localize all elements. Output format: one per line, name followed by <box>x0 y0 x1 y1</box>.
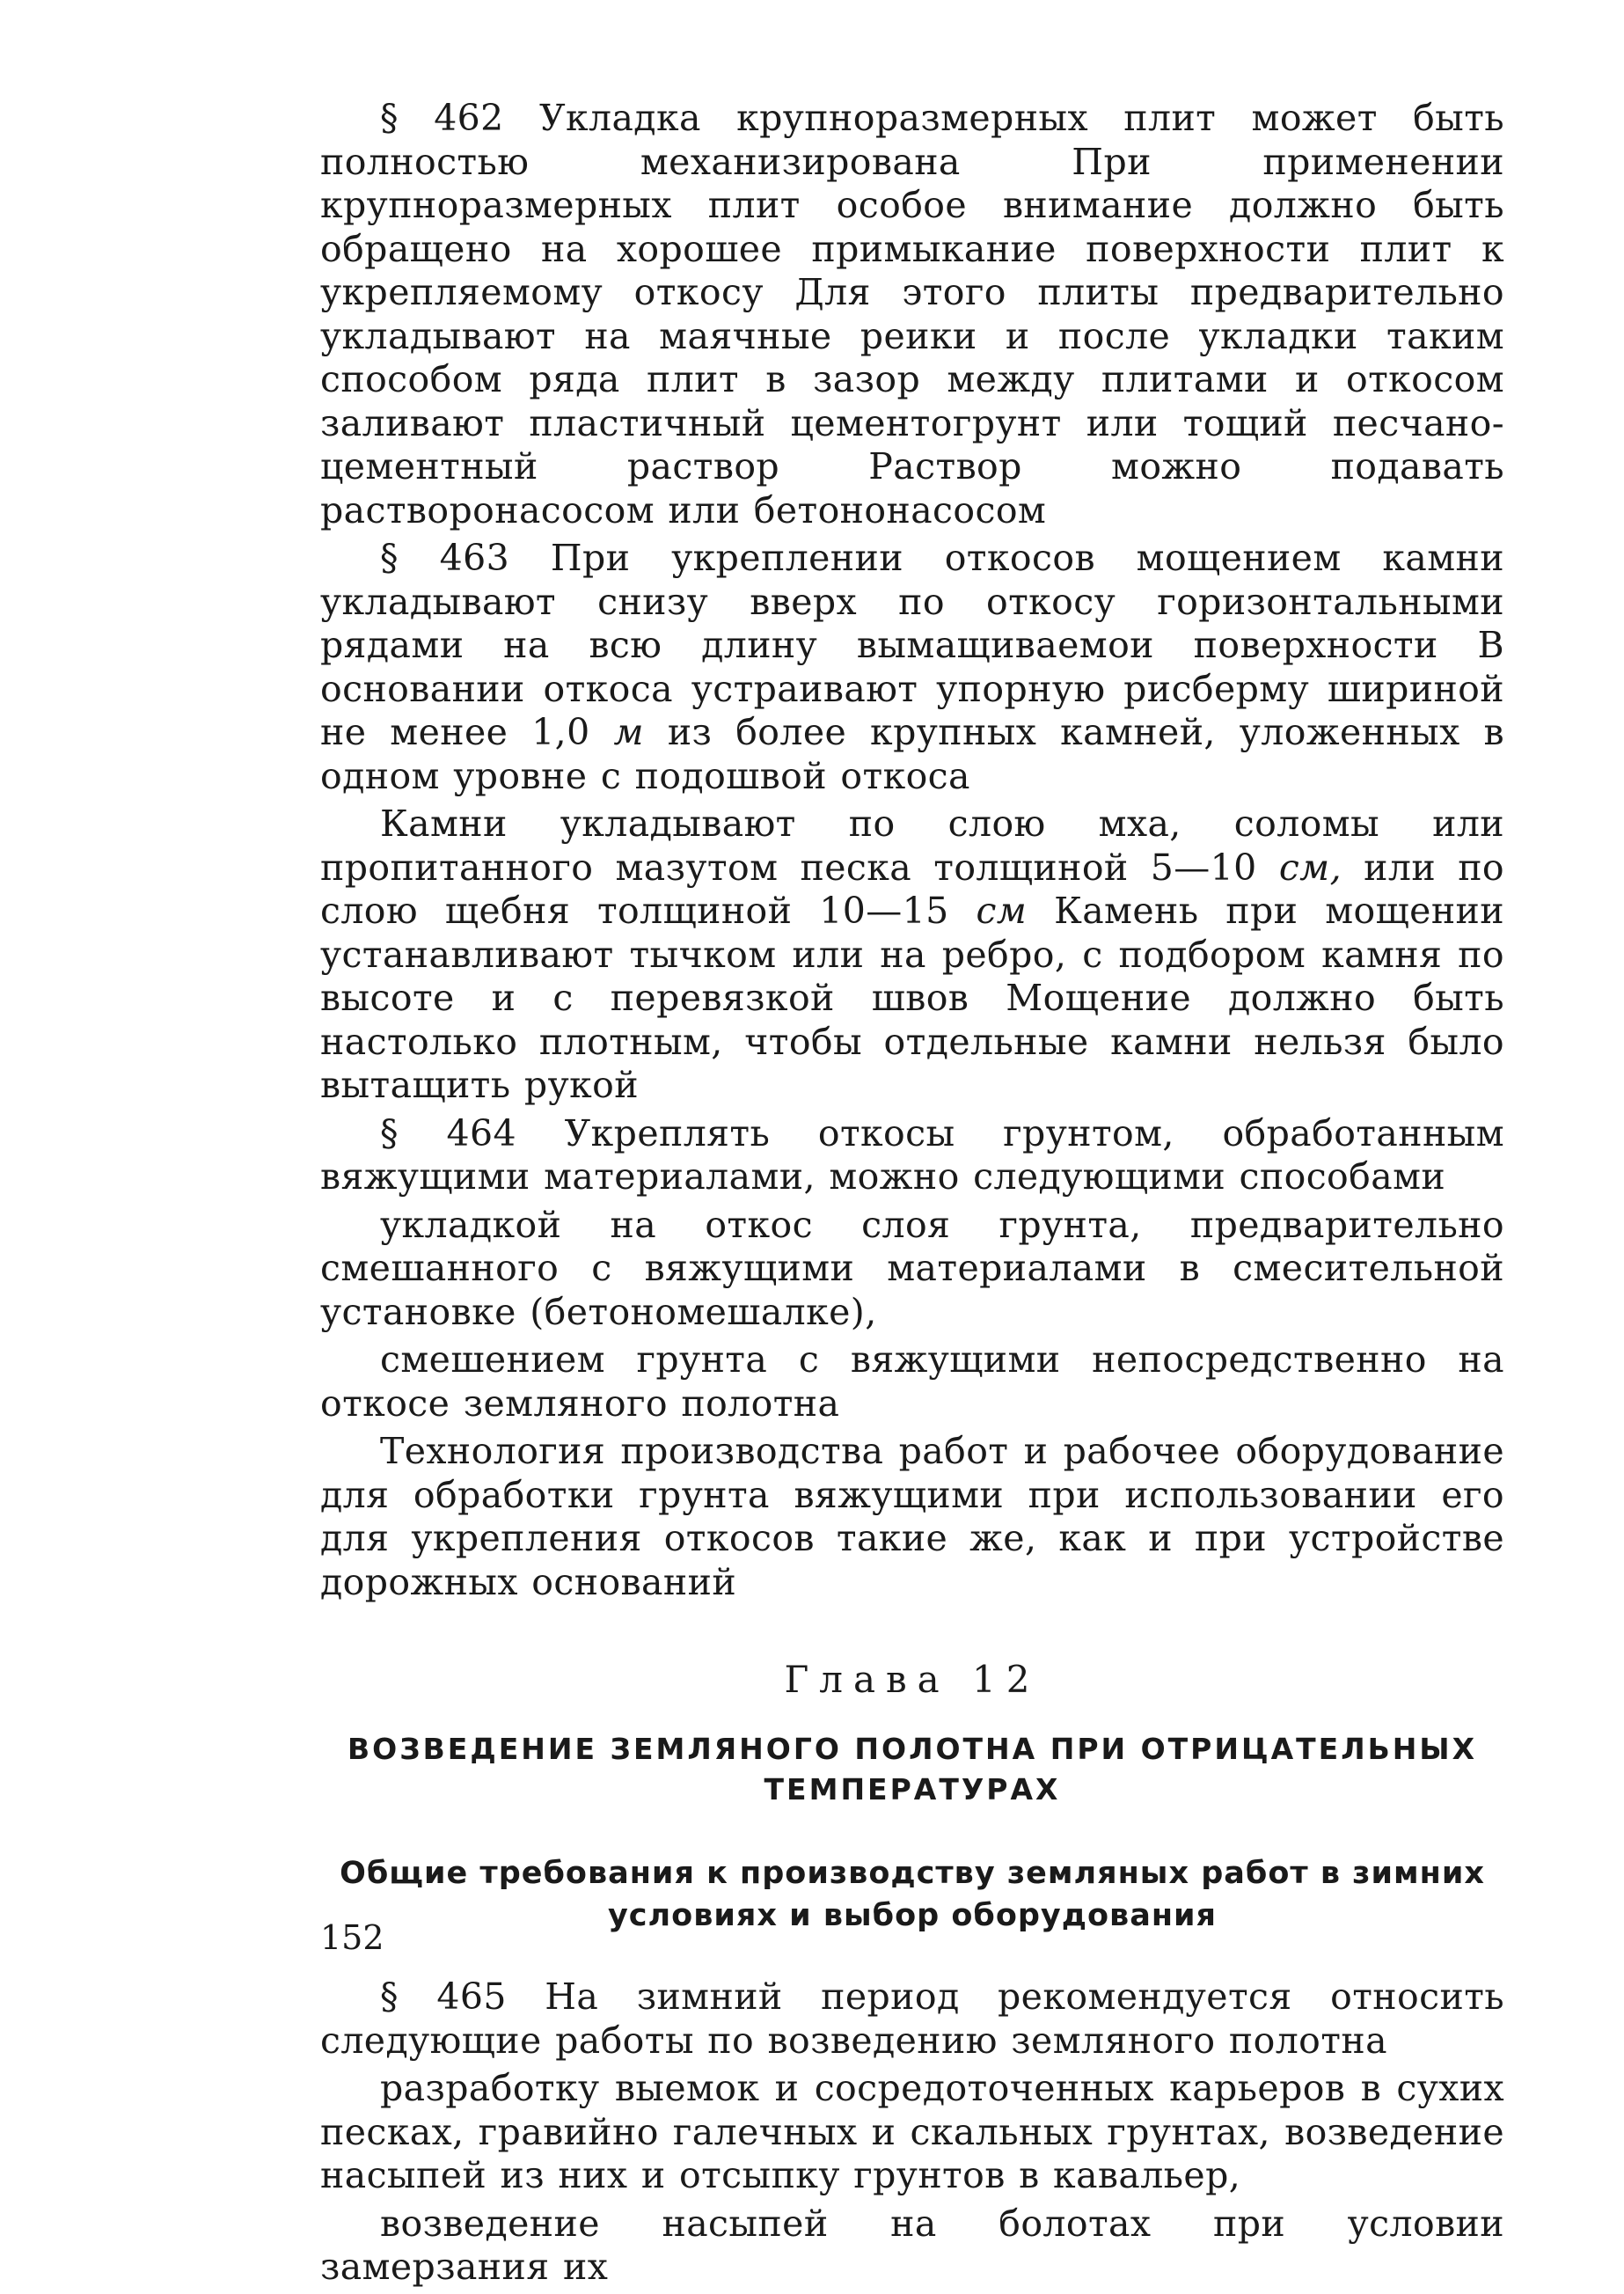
paragraph-method-1: укладкой на откос слоя грунта, предварительно смешанного с вяжущими материалами в смесительной установке (бетономешалке), <box>320 1203 1504 1333</box>
chapter-title: ВОЗВЕДЕНИЕ ЗЕМЛЯНОГО ПОЛОТНА ПРИ ОТРИЦАТЕЛЬНЫХ ТЕМПЕРАТУРАХ <box>347 1732 1478 1807</box>
paragraph-winter-2: возведение насыпей на болотах при условии замерзания их <box>320 2202 1504 2288</box>
paragraph-technology: Технология производства работ и рабочее оборудование для обработки грунта вяжущими при использовании его для укрепления откосов такие же, как и при устройстве дорожных оснований <box>320 1430 1504 1603</box>
paragraph-465: § 465 На зимний период рекомендуется относить следующие работы по возведению земляного полотна <box>320 1975 1504 2062</box>
unit-cm-2: см <box>976 890 1028 932</box>
paragraph-463: § 463 При укреплении откосов мощением камни укладывают снизу вверх по откосу горизонтальными рядами на всю длину вымащиваемои поверхности В основании откоса устраивают упорную рисберму шириной не менее 1,0 м из более крупных камней, уложенных в одном уровне с подошвой откоса <box>320 537 1504 797</box>
unit-meter: м <box>613 711 644 753</box>
paragraph-winter-1: разработку выемок и сосредоточенных карьеров в сухих песках, гравийно галечных и скальных грунтах, возведение насыпей из них и отсыпку грунтов в кавальер, <box>320 2067 1504 2196</box>
unit-cm-1: см, <box>1278 846 1342 889</box>
paragraph-462: § 462 Укладка крупноразмерных плит может быть полностью механизирована При применении крупноразмерных плит особое внимание должно быть обращено на хорошее примыкание поверхности плит к укрепляемому откосу Для этого плиты предварительно укладывают на маячные реики и после укладки таким способом ряда плит в зазор между плитами и откосом заливают пластичный цементогрунт или тощий песчано-цементный раствор Раствор можно подавать растворонасосом или бетононасосом <box>320 97 1504 531</box>
paragraph-464: § 464 Укреплять откосы грунтом, обработанным вяжущими материалами, можно следующими способами <box>320 1111 1504 1198</box>
page-number: 152 <box>320 1918 384 1957</box>
paragraph-stones: Камни укладывают по слою мха, соломы или пропитанного мазутом песка толщиной 5—10 см, или по слою щебня толщиной 10—15 см Камень при мощении устанавливают тычком или на ребро, с подбором камня по высоте и с перевязкой швов Мощение должно быть настолько плотным, чтобы отдельные камни нельзя было вытащить рукой <box>320 803 1505 1106</box>
section-title: Общие требования к производству земляных работ в зимних условиях и выбор оборудования <box>340 1856 1485 1933</box>
page-content <box>320 97 1504 2294</box>
paragraph-method-2: смешением грунта с вяжущими непосредственно на откосе земляного полотна <box>320 1338 1504 1425</box>
chapter-label: Глава 12 <box>784 1658 1041 1701</box>
